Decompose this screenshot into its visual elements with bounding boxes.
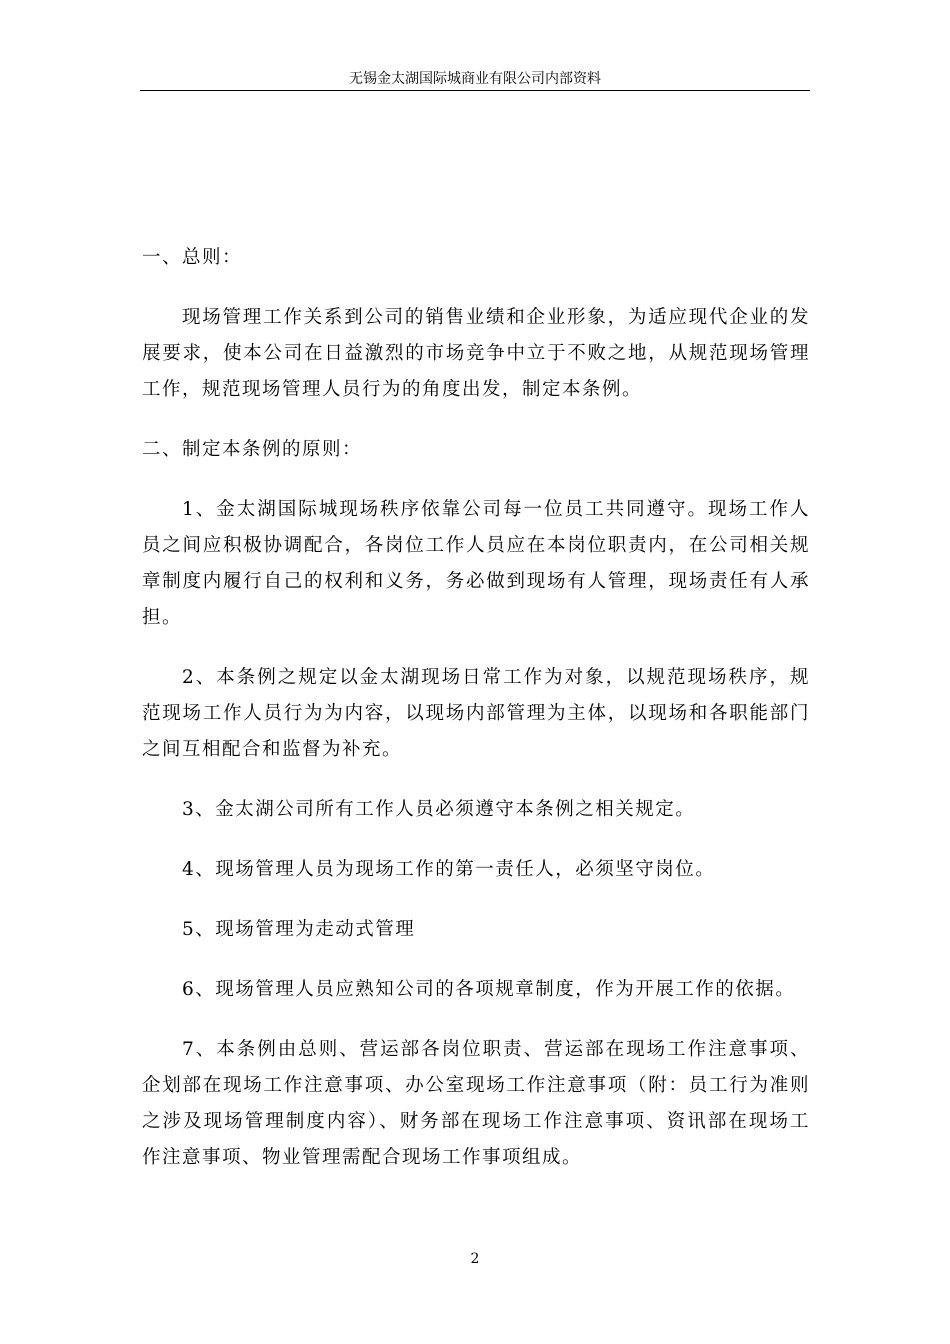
section-heading-principles: 二、制定本条例的原则： [142,439,363,460]
page-header [140,70,810,91]
document-body [142,240,810,1176]
principle-item-5: 5、现场管理为走动式管理 [182,919,416,940]
principle-item-7: 7、本条例由总则、营运部各岗位职责、营运部在现场工作注意事项、企划部在现场工作注意事项、办公室现场工作注意事项（附：员工行为准则之涉及现场管理制度内容）、财务部在现场工作注意事项、资讯部在现场工作注意事项、物业管理需配合现场工作事项组成。 [142,1039,810,1168]
principle-item-3: 3、金太湖公司所有工作人员必须遵守本条例之相关规定。 [182,799,696,820]
principle-item-2: 2、本条例之规定以金太湖现场日常工作为对象，以规范现场秩序，规范现场工作人员行为为内容，以现场内部管理为主体，以现场和各职能部门之间互相配合和监督为补充。 [142,667,810,760]
page-number: 2 [470,1251,480,1267]
section-heading-general: 一、总则： [142,247,243,268]
paragraph-general: 现场管理工作关系到公司的销售业绩和企业形象，为适应现代企业的发展要求，使本公司在日益激烈的市场竞争中立于不败之地，从规范现场管理工作，规范现场管理人员行为的角度出发，制定本条例。 [142,307,810,400]
header-title: 无锡金太湖国际城商业有限公司内部资料 [349,71,601,87]
principle-item-4: 4、现场管理人员为现场工作的第一责任人，必须坚守岗位。 [182,859,716,880]
principle-item-1: 1、金太湖国际城现场秩序依靠公司每一位员工共同遵守。现场工作人员之间应积极协调配合，各岗位工作人员应在本岗位职责内，在公司相关规章制度内履行自己的权利和义务，务必做到现场有人管理，现场责任有人承担。 [142,499,810,628]
principle-item-6: 6、现场管理人员应熟知公司的各项规章制度，作为开展工作的依据。 [182,979,796,1000]
